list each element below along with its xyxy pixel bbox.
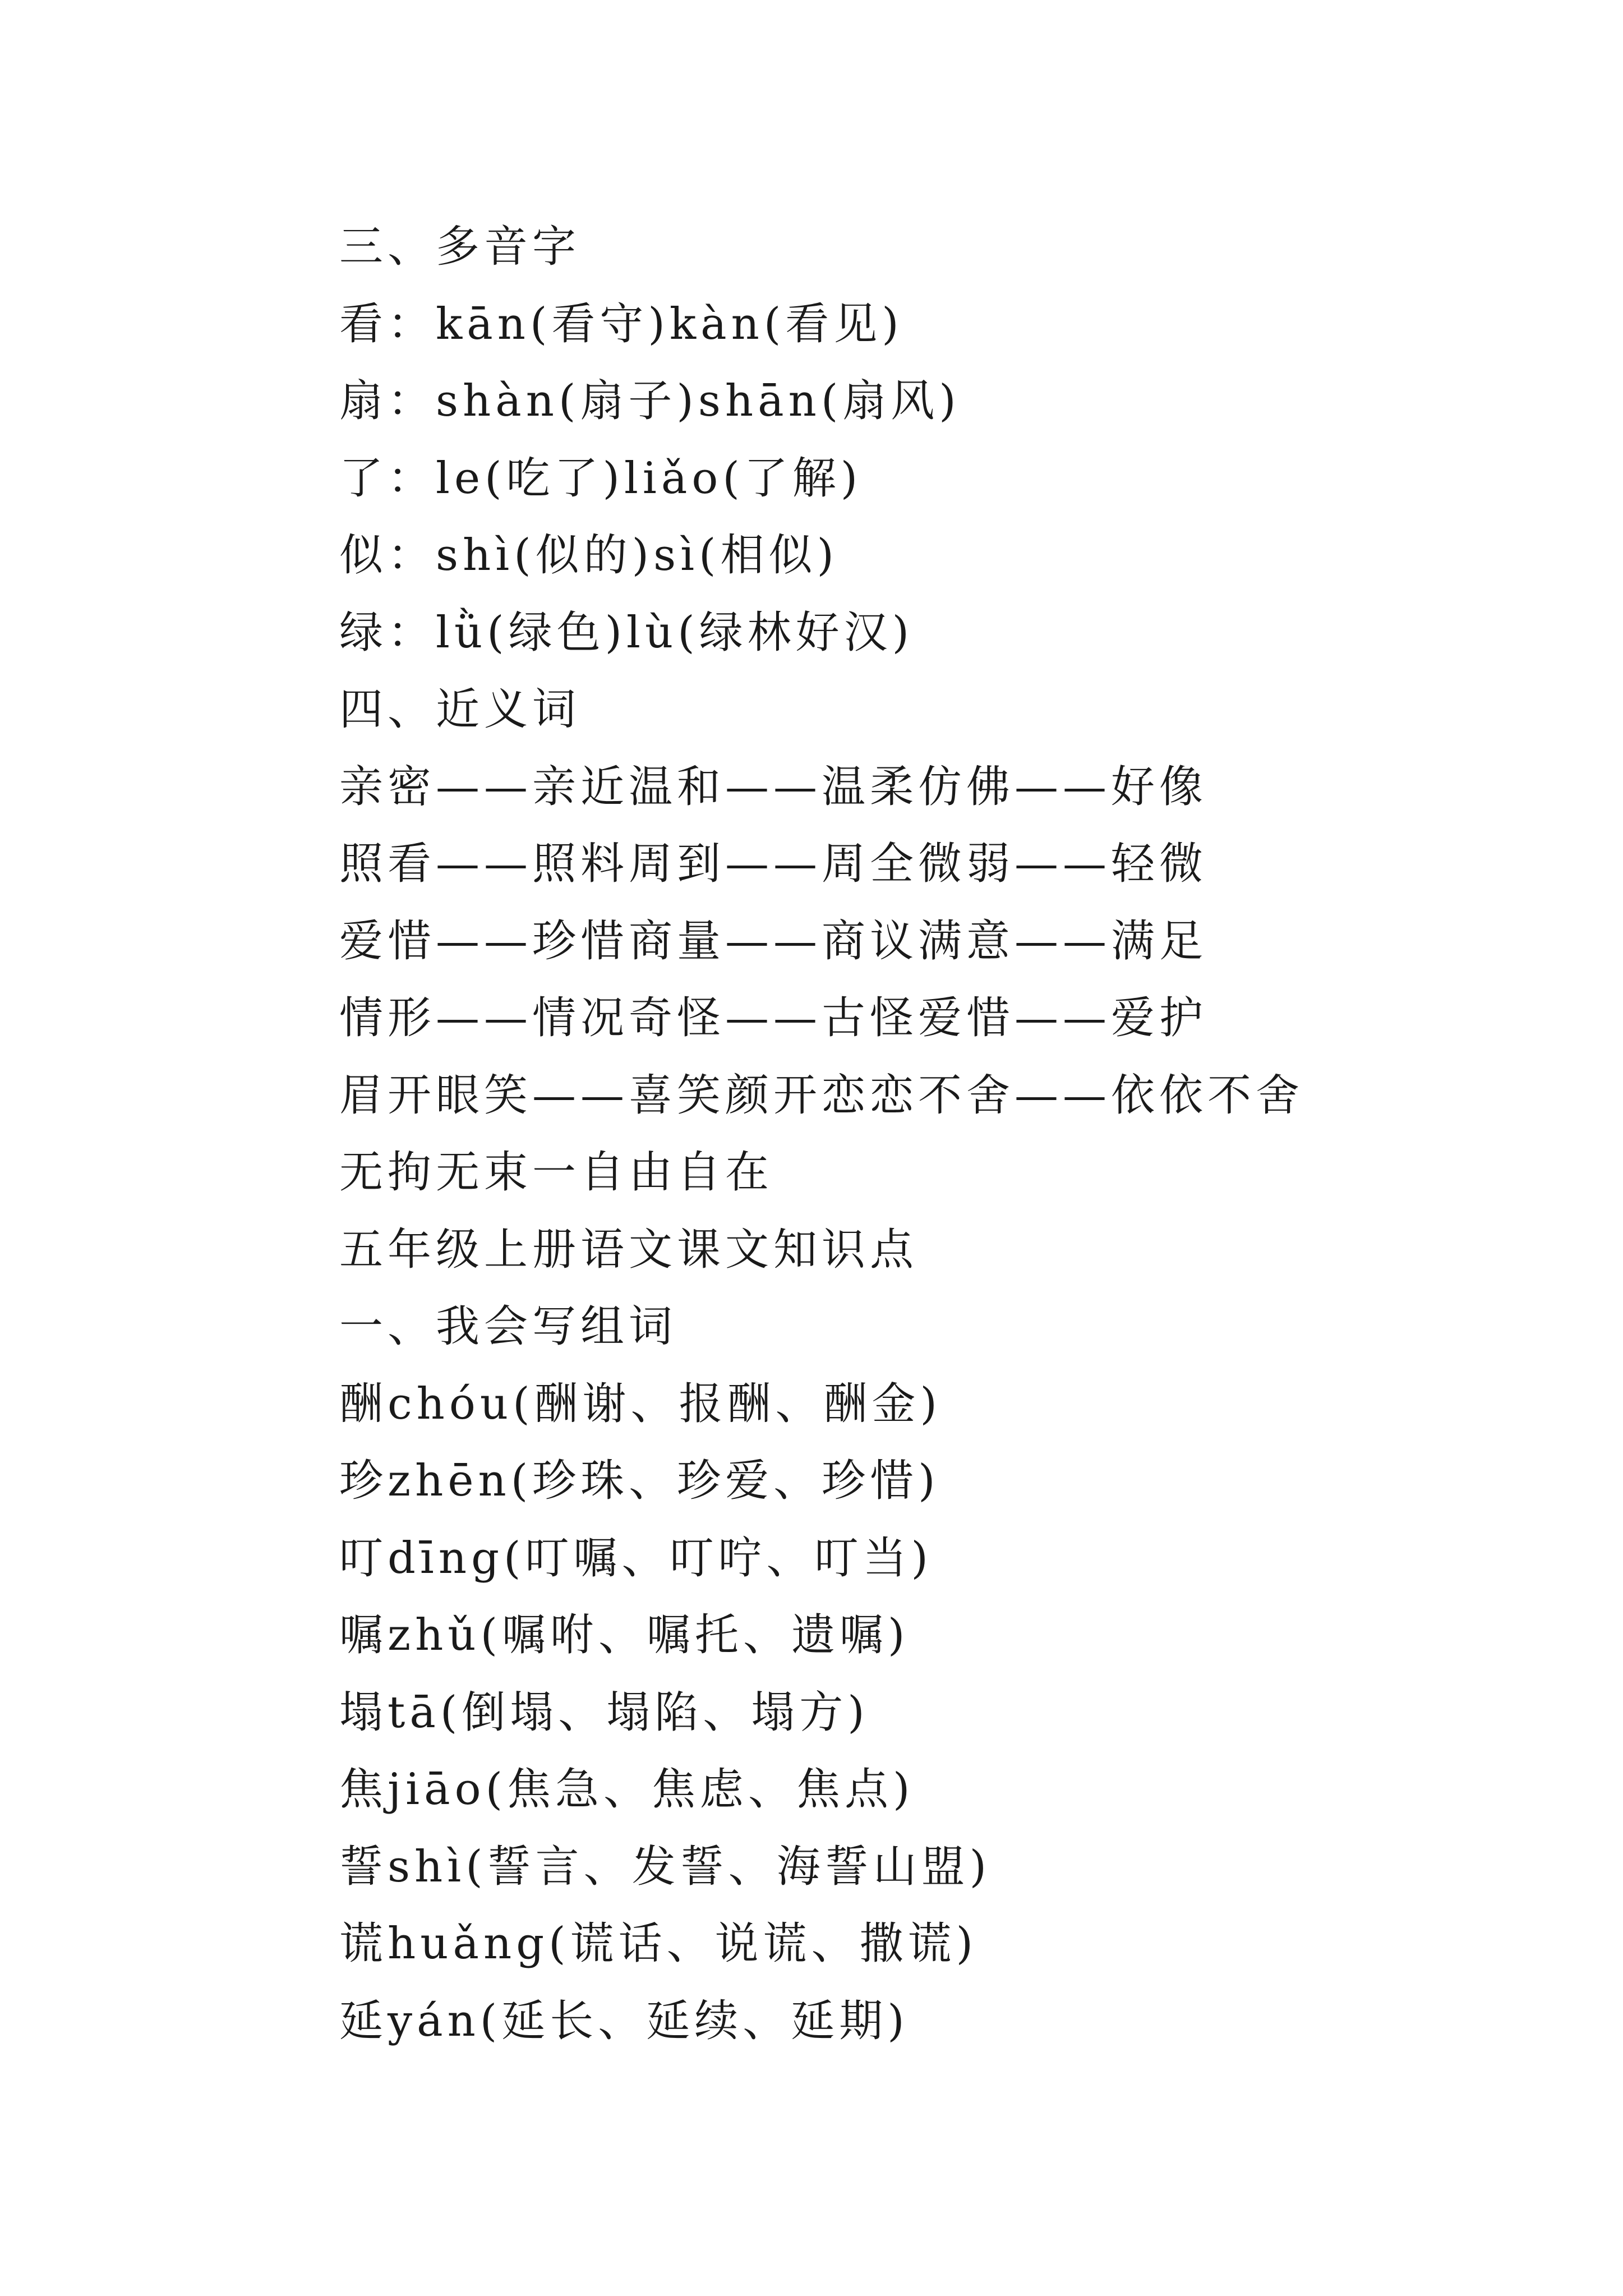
text-line: 延yán(延长、延续、延期) [339, 1995, 909, 2046]
text-line: 誓shì(誓言、发誓、海誓山盟) [339, 1841, 992, 1892]
text-line: 爱惜——珍惜商量——商议满意——满足 [339, 915, 1208, 967]
text-line: 扇：shàn(扇子)shān(扇风) [339, 376, 961, 426]
text-line: 似：shì(似的)sì(相似) [339, 530, 838, 581]
text-line: 叮dīng(叮嘱、叮咛、叮当) [339, 1533, 933, 1584]
text-line: 焦jiāo(焦急、焦虑、焦点) [339, 1764, 915, 1815]
text-line: 无拘无束一自由自在 [339, 1147, 774, 1198]
text-line: 亲密——亲近温和——温柔仿佛——好像 [339, 761, 1208, 812]
section-heading: 四、近义词 [339, 684, 581, 735]
text-line: 珍zhēn(珍珠、珍爱、珍惜) [339, 1456, 940, 1506]
text-line: 了：le(吃了)liǎo(了解) [339, 453, 863, 504]
section-heading: 三、多音字 [339, 222, 581, 272]
text-line: 看：kān(看守)kàn(看见) [339, 298, 903, 349]
text-line: 情形——情况奇怪——古怪爱惜——爱护 [339, 993, 1208, 1043]
text-line: 绿：lǜ(绿色)lù(绿林好汉) [339, 607, 914, 658]
document-subtitle: 五年级上册语文课文知识点 [339, 1224, 919, 1275]
text-line: 嘱zhǔ(嘱咐、嘱托、遗嘱) [339, 1610, 910, 1660]
text-line: 塌tā(倒塌、塌陷、塌方) [339, 1687, 869, 1738]
text-line: 眉开眼笑——喜笑颜开恋恋不舍——依依不舍 [339, 1070, 1304, 1121]
text-line: 谎huǎng(谎话、说谎、撒谎) [339, 1918, 978, 1969]
text-line: 照看——照料周到——周全微弱——轻微 [339, 839, 1208, 889]
document-body [339, 209, 1517, 2060]
text-line: 酬chóu(酬谢、报酬、酬金) [339, 1378, 942, 1429]
section-heading: 一、我会写组词 [339, 1301, 677, 1352]
